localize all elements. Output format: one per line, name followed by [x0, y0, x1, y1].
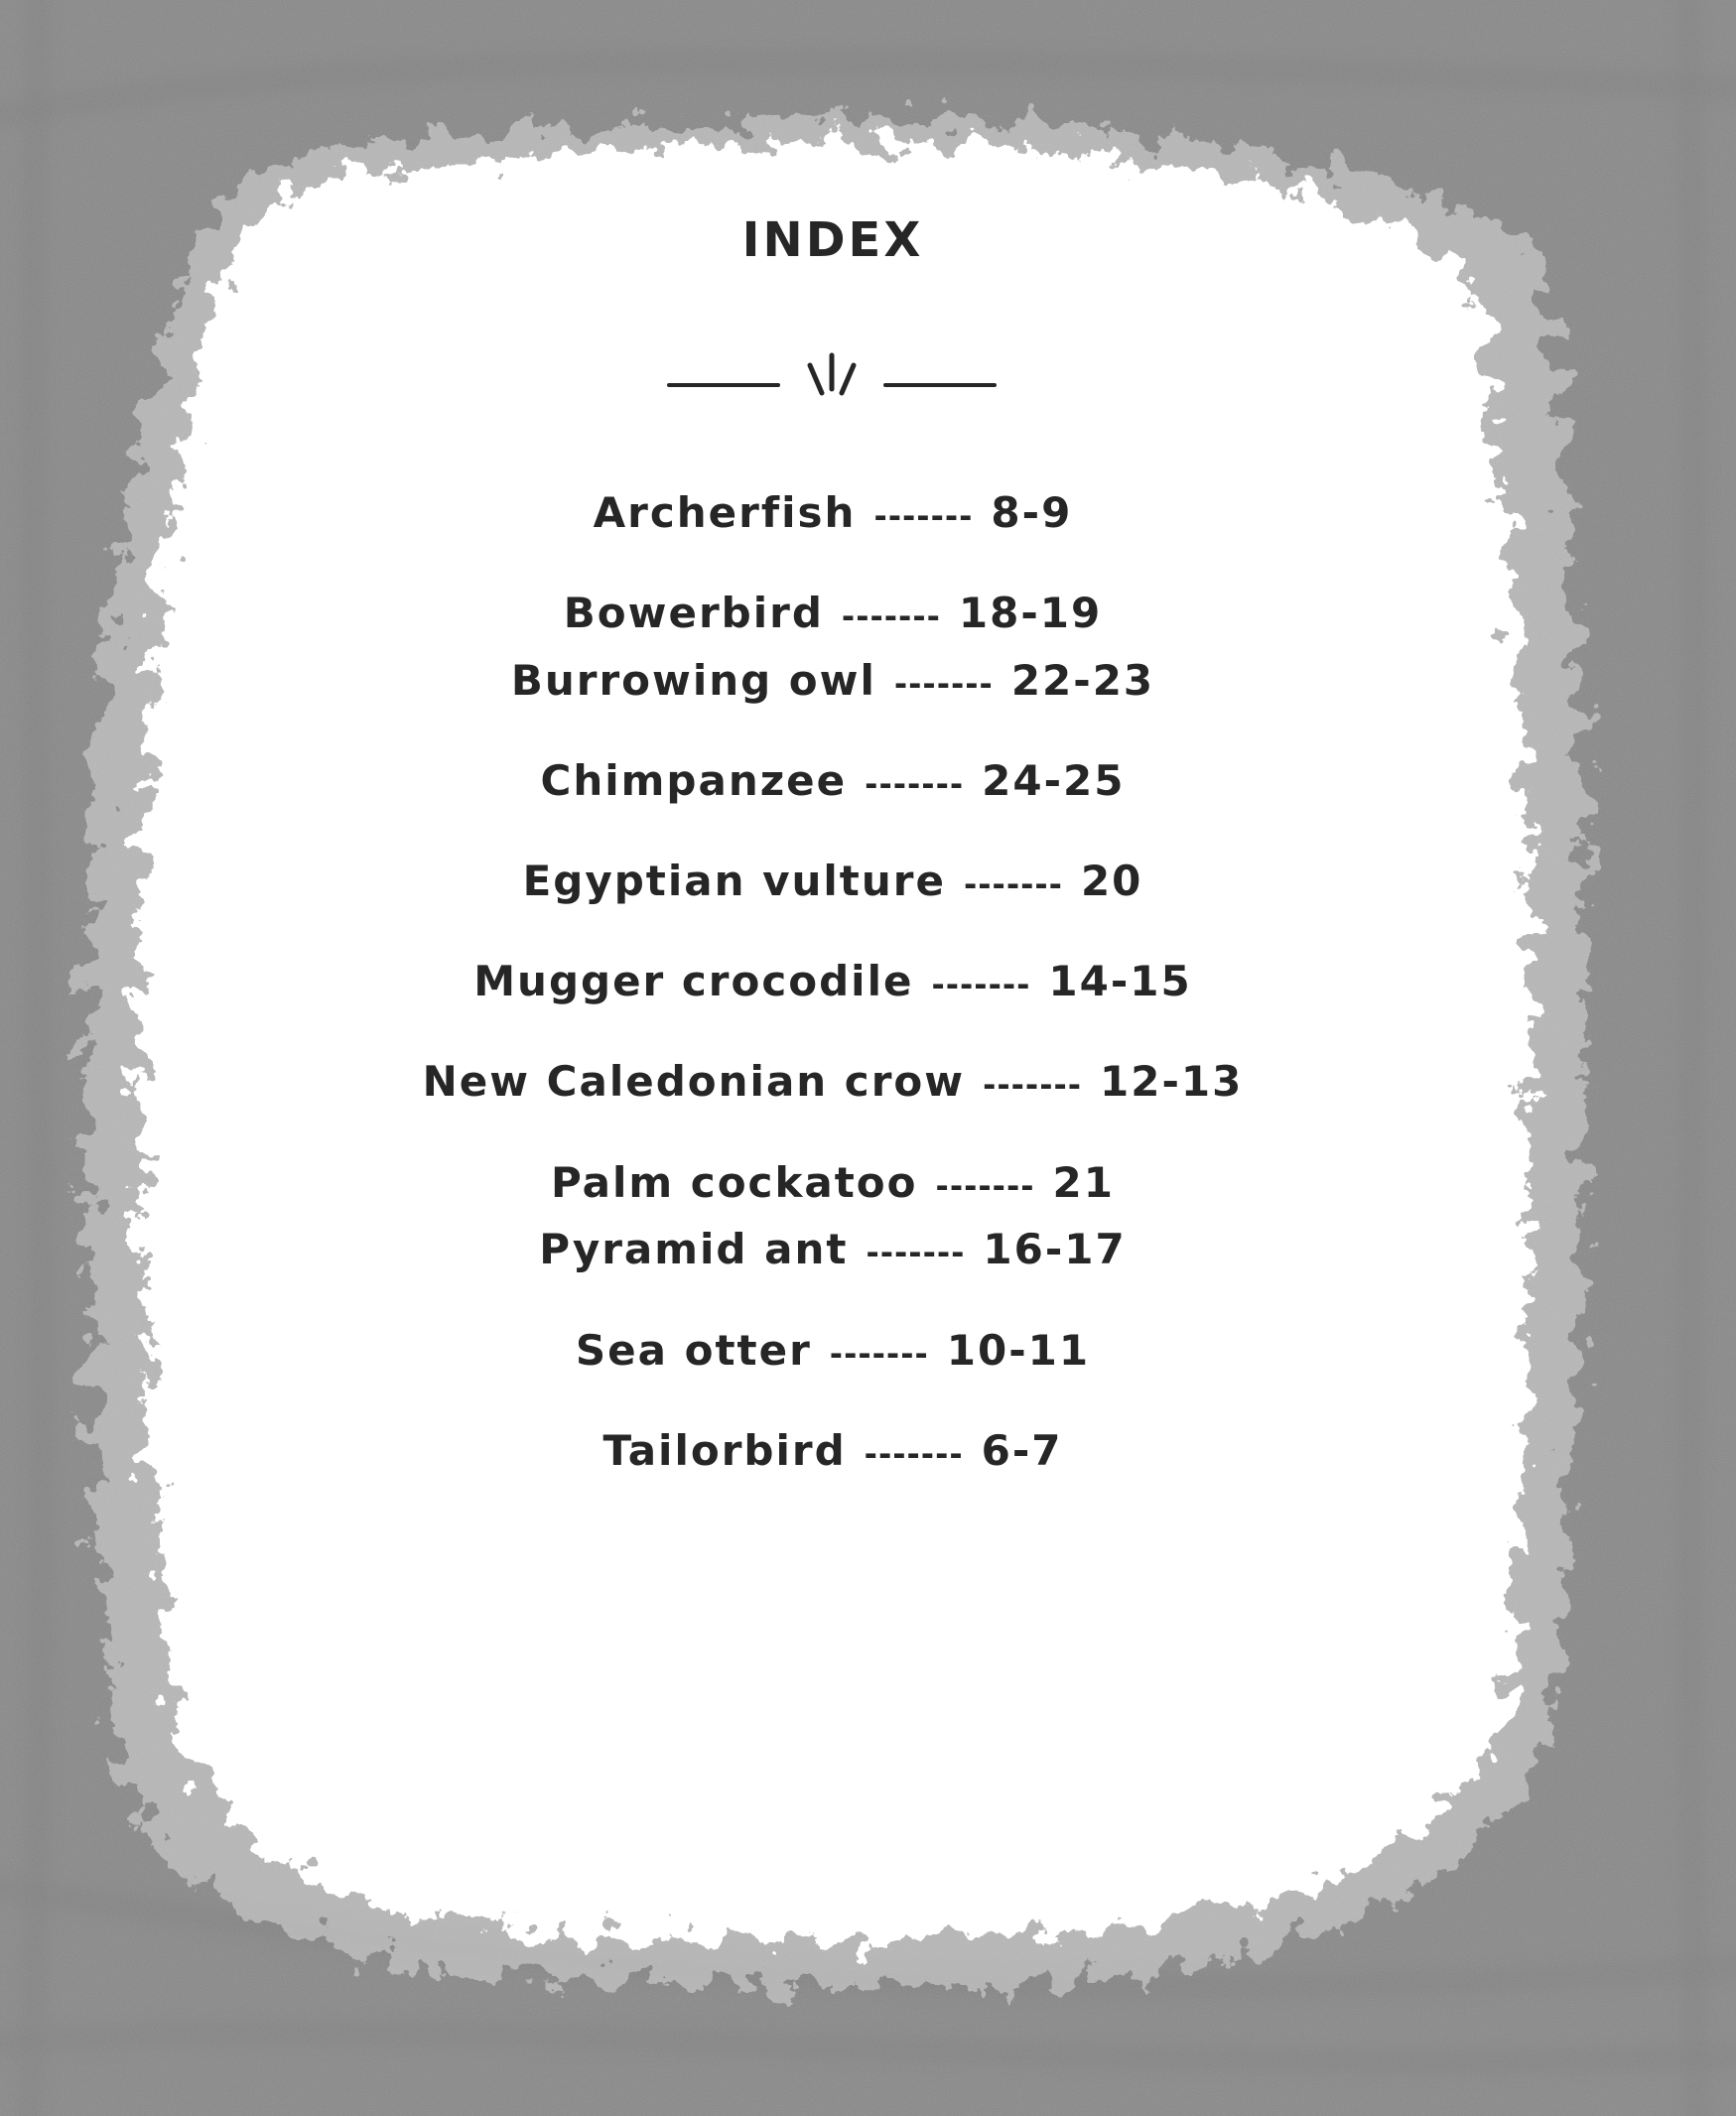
entry-leader: -------	[829, 1335, 929, 1373]
entry-leader: -------	[873, 497, 974, 535]
entry-name: Sea otter	[575, 1326, 812, 1375]
index-entry	[0, 857, 1666, 905]
entry-name: Palm cockatoo	[551, 1158, 918, 1207]
entry-name: Pyramid ant	[539, 1225, 849, 1273]
entry-pages: 6-7	[981, 1426, 1063, 1475]
entry-name: Burrowing owl	[510, 656, 876, 705]
page-title: INDEX	[741, 212, 924, 268]
entry-pages: 10-11	[946, 1326, 1091, 1375]
entry-pages: 16-17	[983, 1225, 1127, 1273]
entry-pages: 12-13	[1100, 1057, 1244, 1106]
index-entry	[0, 1326, 1666, 1375]
entry-name: Chimpanzee	[540, 756, 848, 805]
entry-leader: -------	[963, 865, 1063, 903]
entry-leader: -------	[893, 665, 994, 703]
entry-pages: 21	[1052, 1158, 1115, 1207]
entry-leader: -------	[865, 765, 965, 803]
index-entry	[0, 957, 1666, 1005]
index-entry	[0, 488, 1666, 537]
entry-pages: 14-15	[1048, 957, 1192, 1005]
index-entry	[0, 589, 1666, 637]
index-entry	[0, 756, 1666, 805]
index-entry	[0, 1057, 1666, 1106]
entry-pages: 8-9	[991, 488, 1073, 537]
entry-leader: -------	[866, 1234, 966, 1271]
entry-pages: 20	[1080, 857, 1143, 905]
entry-name: Mugger crocodile	[473, 957, 914, 1005]
entry-name: Archerfish	[593, 488, 857, 537]
index-entry	[0, 1158, 1666, 1207]
entry-leader: -------	[841, 597, 941, 635]
entry-leader: -------	[983, 1066, 1083, 1104]
entry-name: Bowerbird	[563, 589, 824, 637]
entry-name: Egyptian vulture	[522, 857, 946, 905]
index-entry	[0, 656, 1666, 705]
entry-leader: -------	[864, 1435, 964, 1473]
index-entry	[0, 1225, 1666, 1273]
entry-leader: -------	[931, 966, 1031, 1003]
entry-name: Tailorbird	[602, 1426, 847, 1475]
index-entry	[0, 1426, 1666, 1475]
entry-pages: 18-19	[958, 589, 1103, 637]
entry-pages: 22-23	[1010, 656, 1155, 705]
entry-name: New Caledonian crow	[422, 1057, 966, 1106]
entry-pages: 24-25	[982, 756, 1126, 805]
entry-leader: -------	[935, 1167, 1035, 1205]
